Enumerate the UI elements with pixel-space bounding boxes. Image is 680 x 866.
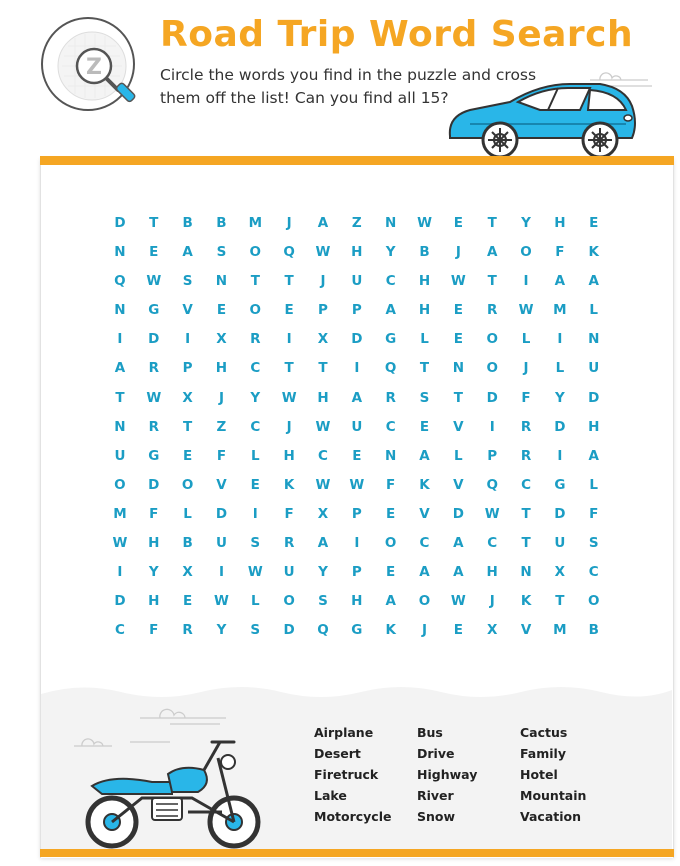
grid-letter[interactable]: I xyxy=(557,447,563,464)
word-list-item: Highway xyxy=(417,767,478,782)
grid-letter[interactable]: O xyxy=(249,302,262,319)
grid-letter[interactable]: X xyxy=(182,389,193,406)
grid-letter[interactable]: J xyxy=(218,389,224,406)
grid-letter[interactable]: S xyxy=(250,535,261,552)
grid-letter[interactable]: W xyxy=(146,273,162,290)
grid-letter[interactable]: T xyxy=(453,389,463,406)
grid-letter[interactable]: N xyxy=(114,418,126,435)
word-list-item: River xyxy=(417,788,454,803)
grid-letter[interactable]: A xyxy=(351,389,363,406)
grid-letter[interactable]: W xyxy=(315,244,331,261)
grid-letter[interactable]: X xyxy=(216,331,227,348)
grid-letter[interactable]: Q xyxy=(114,273,126,290)
grid-letter[interactable]: F xyxy=(386,476,396,493)
grid-letter[interactable]: V xyxy=(520,622,532,639)
grid-letter[interactable]: T xyxy=(487,273,497,290)
grid-letter[interactable]: O xyxy=(384,535,397,552)
word-list-item: Snow xyxy=(417,809,456,824)
grid-letter[interactable]: O xyxy=(249,244,262,261)
car-icon xyxy=(440,66,640,162)
grid-letter[interactable]: U xyxy=(588,360,600,377)
word-list-item: Family xyxy=(520,746,566,761)
motorcycle-icon xyxy=(72,712,272,852)
grid-letter[interactable]: U xyxy=(351,273,363,290)
grid-letter[interactable]: J xyxy=(455,244,461,261)
grid-letter[interactable]: L xyxy=(183,505,192,522)
grid-letter[interactable]: B xyxy=(216,215,227,231)
grid-letter[interactable]: A xyxy=(182,244,193,261)
grid-letter[interactable]: F xyxy=(555,244,565,261)
logo-letter: Z xyxy=(86,55,102,80)
grid-letter[interactable]: E xyxy=(453,622,463,639)
letter-grid xyxy=(103,209,611,645)
word-list-item: Airplane xyxy=(314,725,374,740)
grid-letter[interactable]: Q xyxy=(317,622,329,639)
grid-letter[interactable]: T xyxy=(521,505,531,522)
grid-letter[interactable]: T xyxy=(487,215,497,231)
grid-letter[interactable]: S xyxy=(318,593,328,610)
page-title: Road Trip Word Search xyxy=(160,14,634,55)
grid-letter[interactable]: C xyxy=(487,535,498,552)
grid-letter[interactable]: J xyxy=(286,418,292,435)
grid-letter[interactable]: D xyxy=(148,331,160,348)
grid-letter[interactable]: A xyxy=(486,244,498,261)
grid-letter[interactable]: W xyxy=(417,215,432,231)
grid-letter[interactable]: D xyxy=(148,476,160,493)
grid-letter[interactable]: Y xyxy=(250,389,261,406)
grid-letter[interactable]: P xyxy=(351,564,362,581)
grid-letter[interactable]: D xyxy=(452,505,464,522)
grid-letter[interactable]: K xyxy=(283,476,295,493)
grid-letter[interactable]: N xyxy=(385,447,397,464)
grid-letter[interactable]: W xyxy=(518,302,534,319)
grid-letter[interactable]: U xyxy=(283,564,295,581)
grid-letter[interactable]: E xyxy=(182,593,193,610)
grid-letter[interactable]: N xyxy=(520,564,532,581)
grid-letter[interactable]: D xyxy=(554,505,566,522)
grid-letter[interactable]: Y xyxy=(555,389,565,406)
word-list-item: Lake xyxy=(314,788,347,803)
grid-letter[interactable]: F xyxy=(149,505,159,522)
grid-letter[interactable]: R xyxy=(182,622,193,639)
grid-letter[interactable]: S xyxy=(250,622,261,639)
grid-letter[interactable]: D xyxy=(114,593,126,610)
word-list-item: Bus xyxy=(417,725,443,740)
grid-letter[interactable]: V xyxy=(216,476,227,493)
grid-letter[interactable]: X xyxy=(554,564,566,581)
grid-letter[interactable]: E xyxy=(216,302,227,319)
grid-letter[interactable]: S xyxy=(588,535,599,552)
grid-letter[interactable]: D xyxy=(588,389,600,406)
grid-letter[interactable]: V xyxy=(453,476,464,493)
grid-letter[interactable]: A xyxy=(114,360,126,377)
grid-letter[interactable]: Y xyxy=(216,622,227,639)
grid-letter[interactable]: H xyxy=(351,244,363,261)
grid-letter[interactable]: P xyxy=(487,447,498,464)
grid-letter[interactable]: C xyxy=(521,476,531,493)
grid-letter[interactable]: O xyxy=(418,593,431,610)
grid-letter[interactable]: I xyxy=(557,331,563,348)
grid-letter[interactable]: X xyxy=(486,622,498,639)
grid-letter[interactable]: H xyxy=(283,447,295,464)
word-list-item: Vacation xyxy=(520,809,582,824)
grid-letter[interactable]: W xyxy=(484,505,500,522)
grid-letter[interactable]: F xyxy=(521,389,531,406)
grid-letter[interactable]: W xyxy=(112,535,128,552)
grid-letter[interactable]: E xyxy=(386,505,396,522)
grid-letter[interactable]: W xyxy=(315,418,331,435)
grid-letter[interactable]: J xyxy=(523,360,529,377)
grid-letter[interactable]: V xyxy=(419,505,430,522)
grid-letter[interactable]: E xyxy=(386,564,396,581)
grid-letter[interactable]: E xyxy=(284,302,294,319)
grid-letter[interactable]: A xyxy=(588,273,599,290)
grid-letter[interactable]: S xyxy=(216,244,227,261)
grid-letter[interactable]: W xyxy=(450,593,466,610)
grid-letter[interactable]: B xyxy=(588,622,599,639)
grid-letter[interactable]: I xyxy=(218,564,224,581)
grid-letter[interactable]: H xyxy=(486,564,498,581)
grid-letter[interactable]: D xyxy=(283,622,295,639)
grid-letter[interactable]: A xyxy=(453,535,464,552)
grid-letter[interactable]: Y xyxy=(318,564,328,581)
word-list-item: Motorcycle xyxy=(314,809,392,824)
grid-letter[interactable]: L xyxy=(555,360,565,377)
instructions-text: Circle the words you find in the puzzle and cross them off the list! Can you find all 15? xyxy=(160,66,537,107)
grid-letter[interactable]: J xyxy=(286,215,292,231)
grid-letter[interactable]: A xyxy=(554,273,566,290)
grid-letter[interactable]: E xyxy=(453,215,463,231)
grid-letter[interactable]: C xyxy=(588,564,599,581)
grid-letter[interactable]: L xyxy=(420,331,429,348)
grid-letter[interactable]: A xyxy=(419,447,430,464)
bottom-accent-bar xyxy=(40,849,674,857)
grid-letter[interactable]: K xyxy=(588,244,599,261)
grid-letter[interactable]: I xyxy=(252,505,258,522)
grid-letter[interactable]: O xyxy=(283,593,295,610)
grid-letter[interactable]: E xyxy=(453,302,463,319)
grid-letter[interactable]: T xyxy=(419,360,430,377)
grid-letter[interactable]: G xyxy=(148,447,160,464)
grid-letter[interactable]: K xyxy=(419,476,430,493)
grid-letter[interactable]: I xyxy=(117,331,123,348)
grid-letter[interactable]: O xyxy=(486,331,498,348)
word-list-item: Mountain xyxy=(520,788,587,803)
grid-letter[interactable]: L xyxy=(589,302,599,319)
grid-letter[interactable]: L xyxy=(521,331,531,348)
grid-letter[interactable]: N xyxy=(114,302,126,319)
grid-letter[interactable]: N xyxy=(114,244,126,261)
grid-letter[interactable]: T xyxy=(555,593,565,610)
grid-letter[interactable]: F xyxy=(284,505,294,522)
grid-letter[interactable]: H xyxy=(317,389,329,406)
grid-letter[interactable]: L xyxy=(250,447,260,464)
grid-letter[interactable]: W xyxy=(349,476,365,493)
grid-letter[interactable]: V xyxy=(182,302,193,319)
grid-letter[interactable]: N xyxy=(452,360,465,377)
grid-letter[interactable]: D xyxy=(351,331,363,348)
grid-letter[interactable]: X xyxy=(182,564,193,581)
grid-letter[interactable]: R xyxy=(250,331,261,348)
grid-letter[interactable]: U xyxy=(554,535,566,552)
grid-letter[interactable]: C xyxy=(385,418,396,435)
grid-letter[interactable]: G xyxy=(385,331,397,348)
grid-letter[interactable]: E xyxy=(149,244,159,261)
grid-letter[interactable]: I xyxy=(185,331,191,348)
grid-letter[interactable]: X xyxy=(317,505,329,522)
grid-letter[interactable]: B xyxy=(182,215,193,231)
grid-letter[interactable]: D xyxy=(114,215,126,231)
grid-letter[interactable]: Y xyxy=(385,244,396,261)
grid-letter[interactable]: O xyxy=(114,476,126,493)
grid-letter[interactable]: L xyxy=(250,593,260,610)
grid-letter[interactable]: A xyxy=(385,593,396,610)
grid-letter[interactable]: A xyxy=(453,564,464,581)
grid-letter[interactable]: K xyxy=(385,622,396,639)
grid-letter[interactable]: T xyxy=(115,389,125,406)
grid-letter[interactable]: W xyxy=(281,389,297,406)
word-list-col3 xyxy=(520,722,586,827)
grid-letter[interactable]: U xyxy=(215,535,227,552)
grid-letter[interactable]: A xyxy=(588,447,599,464)
grid-letter[interactable]: W xyxy=(146,389,162,406)
grid-letter[interactable]: I xyxy=(117,564,123,581)
grid-letter[interactable]: R xyxy=(283,535,295,552)
word-list-col2 xyxy=(417,722,477,827)
grid-letter[interactable]: S xyxy=(419,389,430,406)
grid-letter[interactable]: D xyxy=(215,505,228,522)
grid-letter[interactable]: D xyxy=(486,389,498,406)
grid-letter[interactable]: I xyxy=(489,418,495,435)
grid-letter[interactable]: M xyxy=(113,505,127,522)
grid-letter[interactable]: V xyxy=(453,418,464,435)
grid-letter[interactable]: G xyxy=(351,622,363,639)
grid-letter[interactable]: P xyxy=(351,302,362,319)
grid-letter[interactable]: H xyxy=(588,418,600,435)
top-accent-bar xyxy=(40,156,674,165)
grid-letter[interactable]: T xyxy=(284,273,294,290)
grid-letter[interactable]: W xyxy=(450,273,466,290)
grid-letter[interactable]: A xyxy=(385,302,396,319)
grid-letter[interactable]: I xyxy=(286,331,292,348)
grid-letter[interactable]: R xyxy=(148,360,159,377)
grid-letter[interactable]: S xyxy=(182,273,193,290)
grid-letter[interactable]: H xyxy=(215,360,228,377)
grid-letter[interactable]: J xyxy=(422,622,428,639)
grid-letter[interactable]: E xyxy=(250,476,260,493)
grid-letter[interactable]: F xyxy=(589,505,599,522)
grid-letter[interactable]: B xyxy=(419,244,430,261)
grid-letter[interactable]: P xyxy=(351,505,362,522)
grid-letter[interactable]: R xyxy=(520,418,532,435)
grid-letter[interactable]: J xyxy=(489,593,495,610)
magnifier-logo-icon xyxy=(40,16,150,116)
grid-letter[interactable]: R xyxy=(487,302,498,319)
grid-letter[interactable]: A xyxy=(419,564,430,581)
grid-letter[interactable]: G xyxy=(148,302,160,319)
grid-letter[interactable]: Q xyxy=(486,476,498,493)
grid-letter[interactable]: I xyxy=(354,535,360,552)
grid-letter[interactable]: Y xyxy=(521,215,531,231)
grid-letter[interactable]: H xyxy=(148,535,160,552)
grid-letter[interactable]: I xyxy=(354,360,360,377)
word-list-item: Hotel xyxy=(520,767,558,782)
grid-letter[interactable]: R xyxy=(148,418,159,435)
grid-letter[interactable]: N xyxy=(215,273,228,290)
grid-letter[interactable]: R xyxy=(520,447,532,464)
grid-letter[interactable]: C xyxy=(114,622,125,639)
grid-letter[interactable]: H xyxy=(418,273,431,290)
grid-letter[interactable]: Z xyxy=(216,418,227,435)
grid-letter[interactable]: X xyxy=(317,331,329,348)
grid-letter[interactable]: M xyxy=(248,215,263,231)
grid-letter[interactable]: E xyxy=(419,418,430,435)
grid-letter[interactable]: O xyxy=(486,360,498,377)
grid-letter[interactable]: F xyxy=(149,622,159,639)
grid-letter[interactable]: T xyxy=(149,215,159,231)
grid-letter[interactable]: H xyxy=(418,302,431,319)
grid-letter[interactable]: O xyxy=(520,244,532,261)
grid-letter[interactable]: Q xyxy=(283,244,295,261)
grid-letter[interactable]: H xyxy=(554,215,566,231)
grid-letter[interactable]: L xyxy=(589,476,599,493)
grid-letter[interactable]: E xyxy=(182,447,193,464)
grid-letter[interactable]: C xyxy=(419,535,430,552)
grid-letter[interactable]: T xyxy=(183,418,193,435)
grid-letter[interactable]: U xyxy=(114,447,126,464)
grid-letter[interactable]: N xyxy=(385,215,397,231)
grid-letter[interactable]: T xyxy=(250,273,260,290)
grid-letter[interactable]: P xyxy=(318,302,328,319)
grid-letter[interactable]: C xyxy=(385,273,396,290)
grid-letter[interactable]: G xyxy=(554,476,566,493)
word-list-item: Desert xyxy=(314,746,361,761)
grid-letter[interactable]: W xyxy=(214,593,229,610)
grid-letter[interactable]: A xyxy=(317,215,329,231)
grid-letter[interactable]: R xyxy=(385,389,396,406)
grid-letter[interactable]: K xyxy=(520,593,532,610)
grid-letter[interactable]: T xyxy=(521,535,531,552)
grid-letter[interactable]: W xyxy=(247,564,263,581)
grid-letter[interactable]: F xyxy=(216,447,227,464)
grid-letter[interactable]: D xyxy=(554,418,566,435)
grid-letter[interactable]: Z xyxy=(351,215,362,231)
word-list-item: Cactus xyxy=(520,725,568,740)
grid-letter[interactable]: C xyxy=(250,418,261,435)
grid-letter[interactable]: L xyxy=(454,447,463,464)
grid-letter[interactable]: I xyxy=(523,273,529,290)
grid-letter[interactable]: E xyxy=(352,447,362,464)
grid-letter[interactable]: T xyxy=(318,360,328,377)
grid-letter[interactable]: A xyxy=(317,535,329,552)
grid-letter[interactable]: C xyxy=(318,447,328,464)
grid-letter[interactable]: O xyxy=(587,593,600,610)
grid-letter[interactable]: J xyxy=(320,273,326,290)
grid-letter[interactable]: Q xyxy=(384,360,397,377)
grid-letter[interactable]: E xyxy=(589,215,599,231)
word-list-col1 xyxy=(314,722,391,827)
grid-letter[interactable]: N xyxy=(588,331,600,348)
word-list-item: Firetruck xyxy=(314,767,379,782)
grid-letter[interactable]: C xyxy=(250,360,261,377)
grid-letter[interactable]: Y xyxy=(148,564,159,581)
grid-letter[interactable]: T xyxy=(284,360,294,377)
grid-letter[interactable]: O xyxy=(181,476,194,493)
word-list-item: Drive xyxy=(417,746,455,761)
grid-letter[interactable]: B xyxy=(182,535,193,552)
grid-letter[interactable]: H xyxy=(148,593,160,610)
grid-letter[interactable]: M xyxy=(553,622,567,639)
grid-letter[interactable]: W xyxy=(315,476,331,493)
grid-letter[interactable]: E xyxy=(453,331,463,348)
grid-letter[interactable]: P xyxy=(182,360,193,377)
grid-letter[interactable]: U xyxy=(351,418,363,435)
grid-letter[interactable]: M xyxy=(553,302,567,319)
grid-letter[interactable]: H xyxy=(351,593,363,610)
